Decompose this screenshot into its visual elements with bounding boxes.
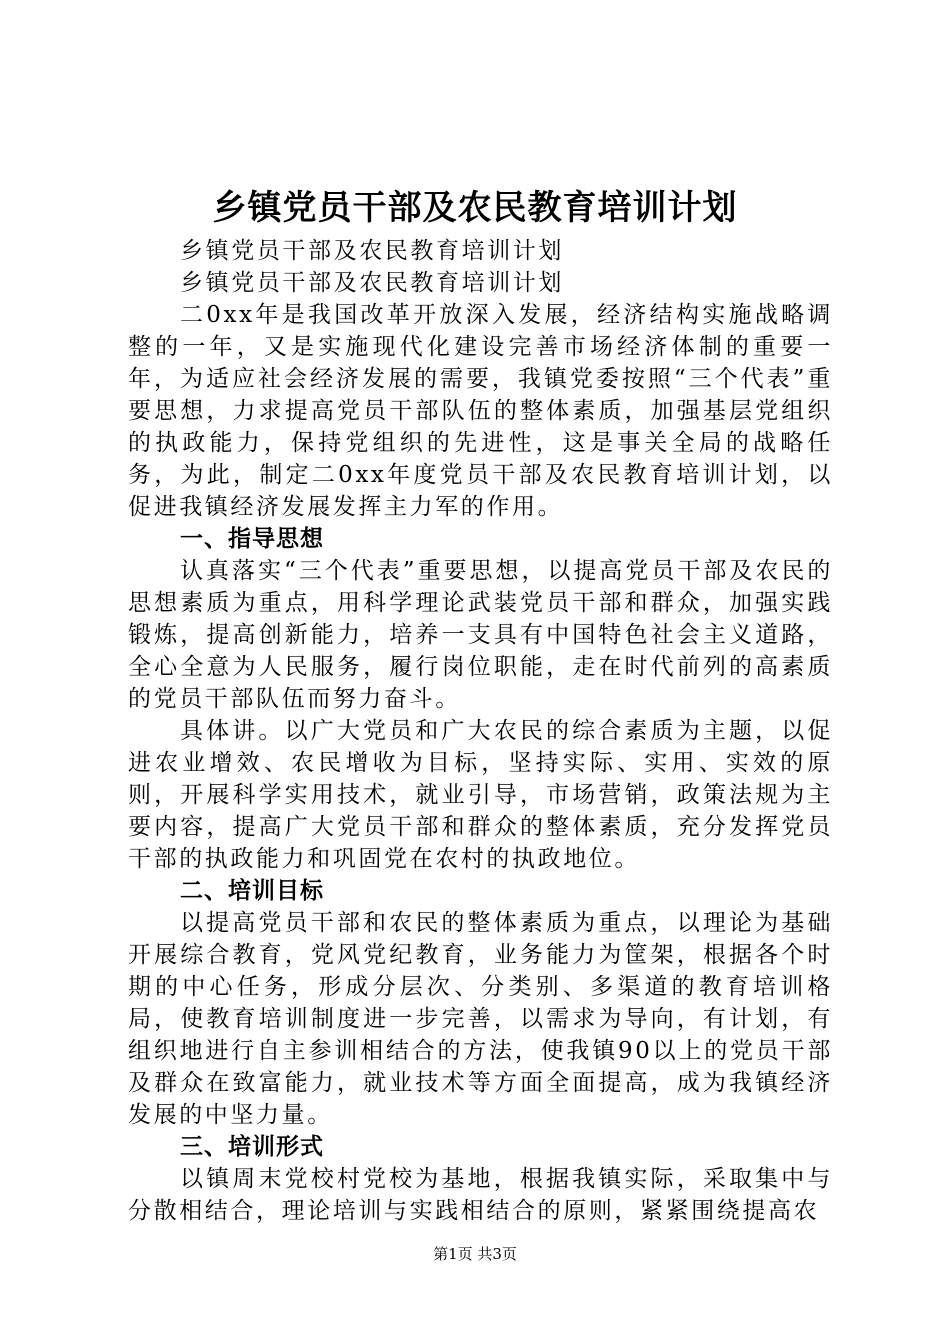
body-paragraph: 具体讲。以广大党员和广大农民的综合素质为主题，以促进农业增效、农民增收为目标，坚持实际、实用、实效的原则，开展科学实用技术，就业引导，市场营销，政策法规为主要内容，提高广大党员干部和群众的整体素质，充分发挥党员干部的执政能力和巩固党在农村的执政地位。 [128,718,833,872]
body-paragraph: 以提高党员干部和农民的整体素质为重点，以理论为基础开展综合教育，党风党纪教育，业务能力为筐架，根据各个时期的中心任务，形成分层次、分类别、多渠道的教育培训格局，使教育培训制度进一步完善，以需求为导向，有计划，有组织地进行自主参训相结合的方法，使我镇90以上的党员干部及群众在致富能力，就业技术等方面全面提高，成为我镇经济发展的中坚力量。 [128,910,833,1128]
document-body [128,235,833,1227]
section-heading: 一、指导思想 [180,526,324,552]
body-paragraph: 认真落实“三个代表”重要思想，以提高党员干部及农民的思想素质为重点，用科学理论武装党员干部和群众，加强实践锻炼，提高创新能力，培养一支具有中国特色社会主义道路，全心全意为人民服务，履行岗位职能，走在时代前列的高素质的党员干部队伍而努力奋斗。 [128,558,833,712]
page-footer: 第1页 共3页 [433,1245,517,1263]
subtitle-line: 乡镇党员干部及农民教育培训计划 [180,238,564,264]
subtitle-line: 乡镇党员干部及农民教育培训计划 [180,270,564,296]
section-heading: 二、培训目标 [180,878,324,904]
body-paragraph: 以镇周末党校村党校为基地，根据我镇实际，采取集中与分散相结合，理论培训与实践相结合的原则，紧紧围绕提高农 [128,1166,833,1224]
section-heading: 三、培训形式 [180,1134,324,1160]
document-title: 乡镇党员干部及农民教育培训计划 [212,188,738,228]
intro-paragraph: 二0xx年是我国改革开放深入发展，经济结构实施战略调整的一年，又是实施现代化建设完善市场经济体制的重要一年，为适应社会经济发展的需要，我镇党委按照“三个代表”重要思想，力求提高党员干部队伍的整体素质，加强基层党组织的执政能力，保持党组织的先进性，这是事关全局的战略任务，为此，制定二0xx年度党员干部及农民教育培训计划，以促进我镇经济发展发挥主力军的作用。 [128,302,833,520]
